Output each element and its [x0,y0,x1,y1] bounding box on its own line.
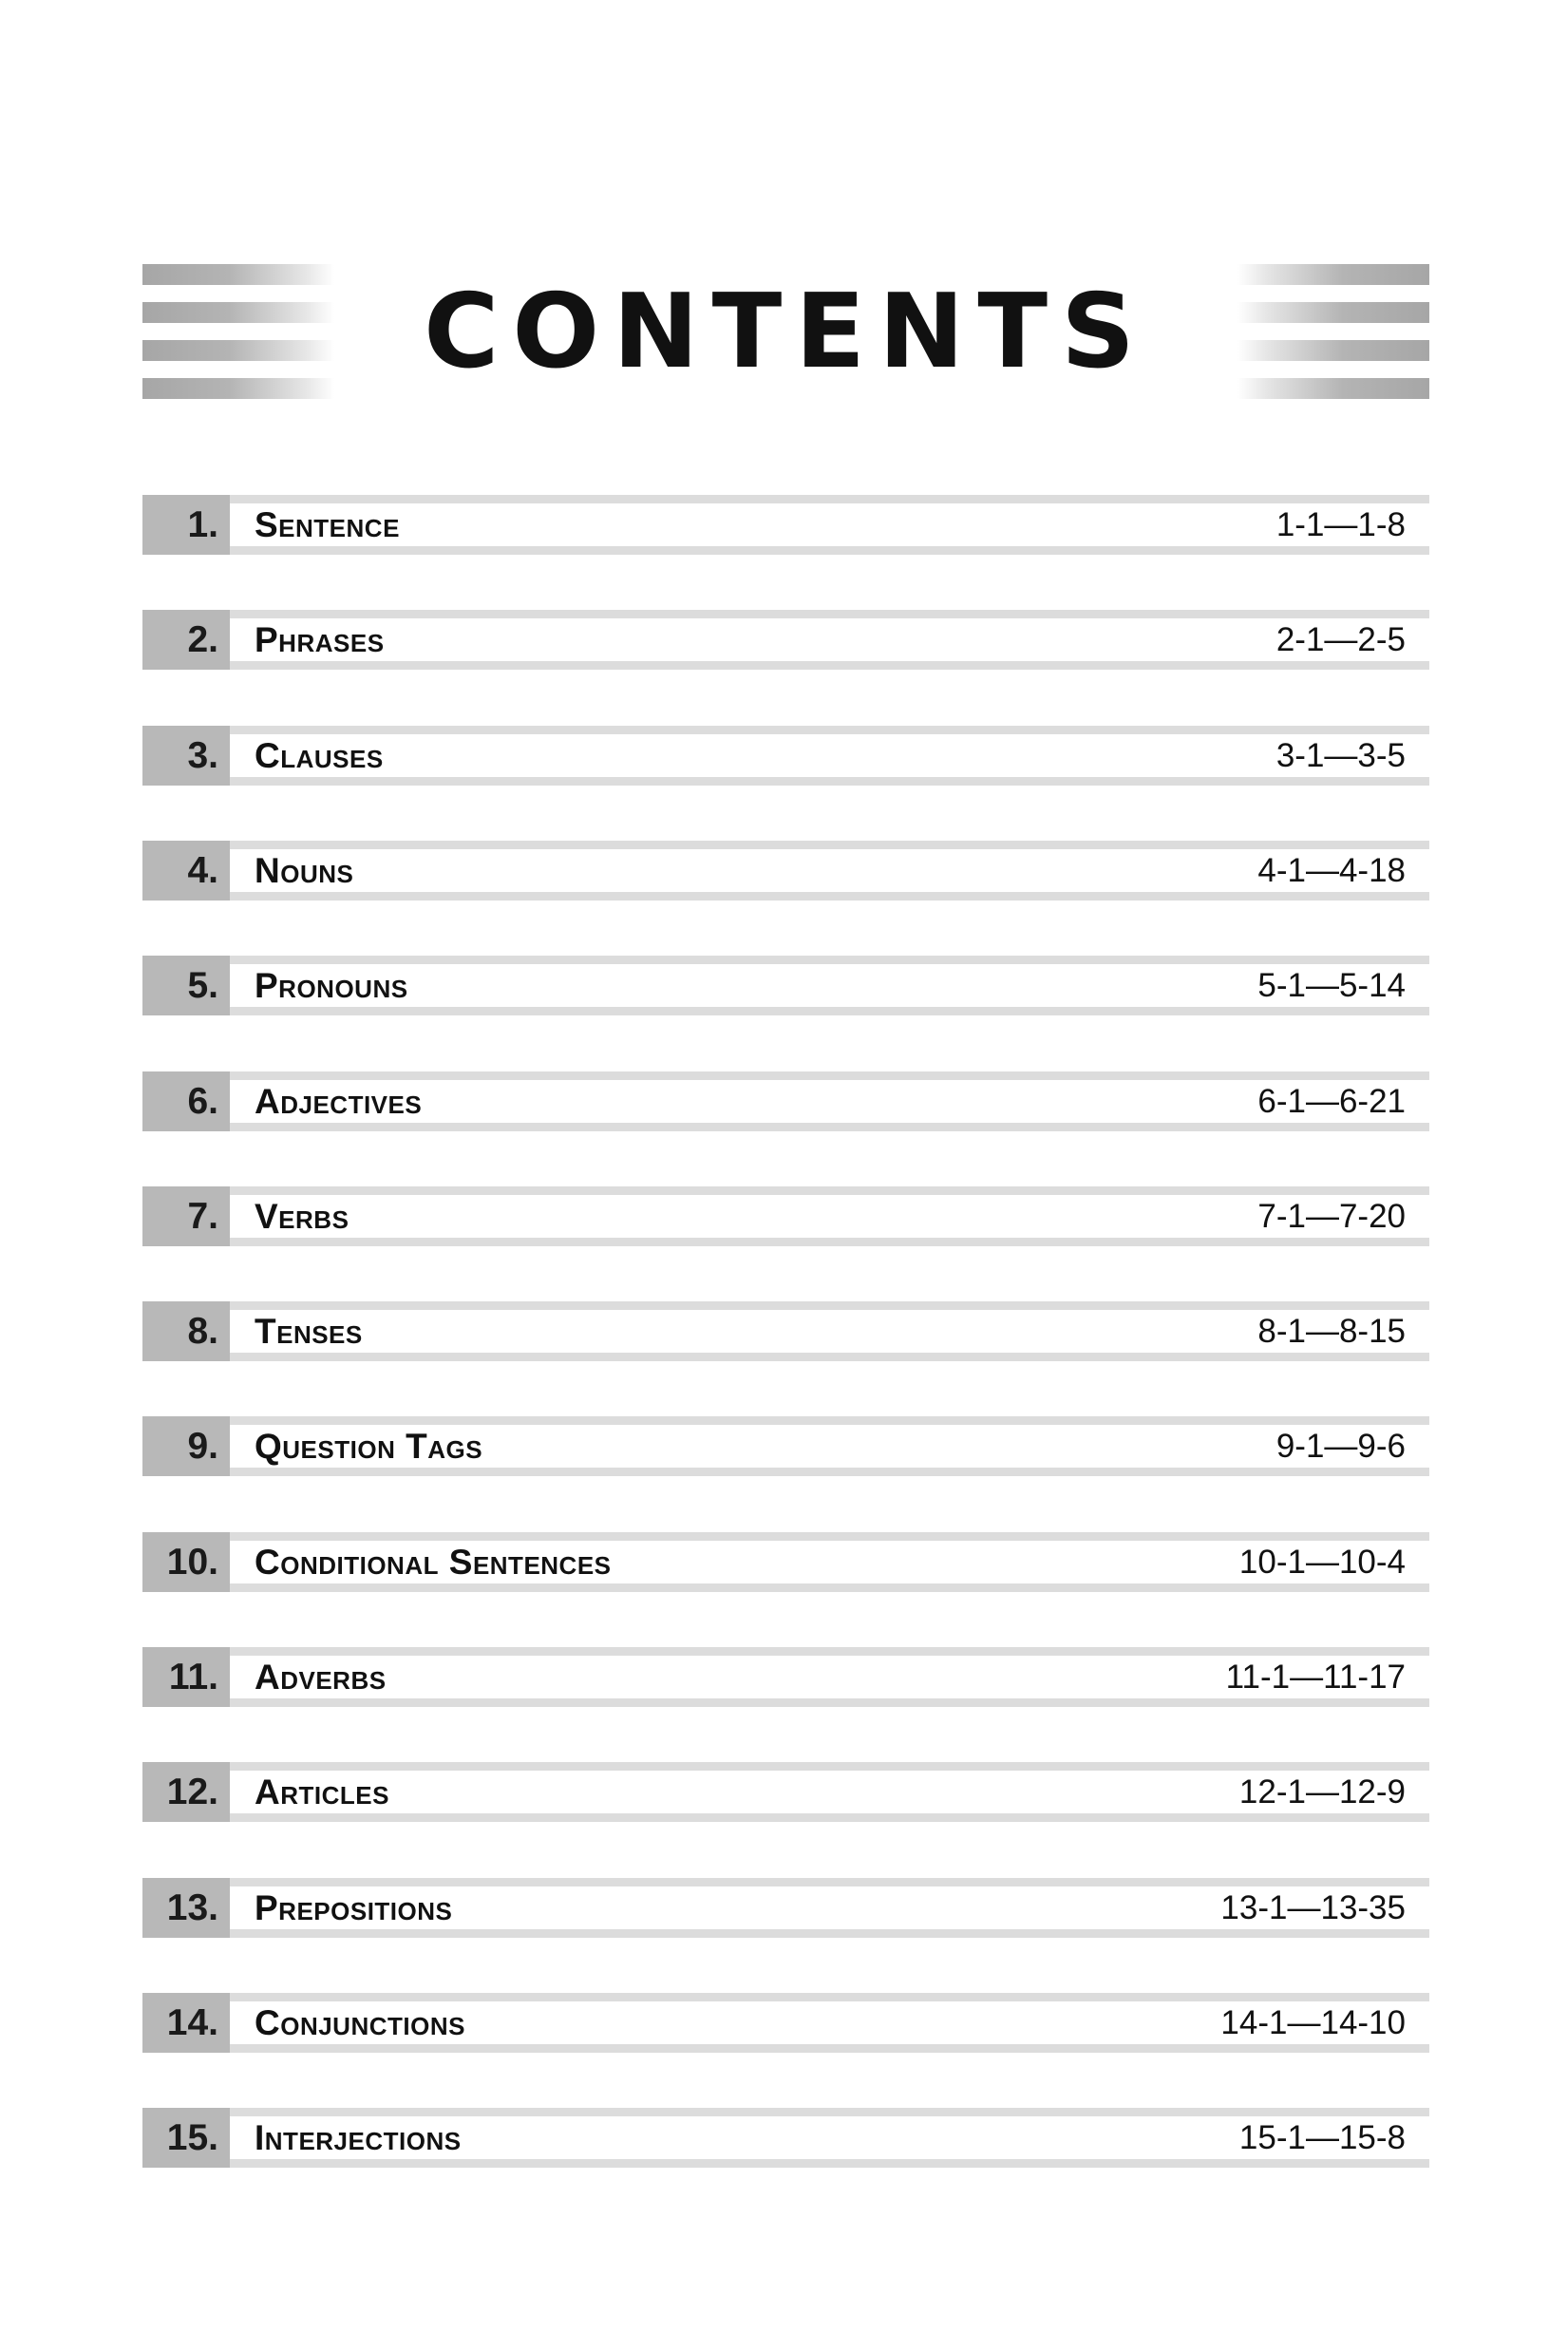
chapter-title: Sentence [255,505,400,544]
page-range: 7-1—7-20 [1257,1198,1406,1235]
entry-bottom-rule [230,2044,1429,2053]
toc-entry[interactable] [142,1647,1429,1707]
toc-entry[interactable] [142,2108,1429,2168]
chapter-title: Verbs [255,1197,349,1236]
stripe [142,302,334,323]
chapter-title: Tenses [255,1312,363,1351]
chapter-number: 2. [187,619,218,660]
stripe [142,264,334,285]
toc-entry[interactable] [142,1993,1429,2053]
entry-bottom-rule [230,546,1429,555]
chapter-title: Adverbs [255,1658,387,1697]
entry-top-rule [230,1416,1429,1425]
page-range: 13-1—13-35 [1220,1889,1406,1926]
page-range: 9-1—9-6 [1275,1428,1406,1465]
toc-entry[interactable] [142,1071,1429,1131]
chapter-number-box [142,610,230,670]
entry-bottom-rule [230,1123,1429,1131]
chapter-number: 9. [187,1426,218,1467]
entry-top-rule [230,1647,1429,1656]
page-range: 8-1—8-15 [1257,1313,1406,1350]
chapter-number: 8. [187,1311,218,1352]
toc-entry[interactable] [142,1532,1429,1592]
page-title: CONTENTS [424,273,1148,391]
stripe [1237,378,1429,399]
toc-entry[interactable] [142,610,1429,670]
stripe [1237,264,1429,285]
toc-entry[interactable] [142,726,1429,786]
entry-bottom-rule [230,661,1429,670]
chapter-number: 11. [168,1657,218,1697]
contents-header [142,261,1429,404]
chapter-title: Nouns [255,851,354,890]
chapter-number-box [142,1301,230,1361]
entry-top-rule [230,1762,1429,1771]
right-stripes-decoration [1237,261,1429,404]
chapter-number: 12. [166,1772,218,1812]
chapter-number-box [142,1878,230,1938]
entry-bottom-rule [230,1698,1429,1707]
chapter-number-box [142,1993,230,2053]
toc-entry[interactable] [142,1301,1429,1361]
entry-top-rule [230,495,1429,503]
page-range: 12-1—12-9 [1238,1773,1406,1811]
chapter-title: Adjectives [255,1082,423,1121]
page-range: 5-1—5-14 [1257,967,1406,1004]
page-range: 6-1—6-21 [1257,1083,1406,1120]
stripe [1237,340,1429,361]
entry-top-rule [230,1071,1429,1080]
chapter-title: Phrases [255,620,385,659]
chapter-number: 13. [166,1887,218,1928]
entry-top-rule [230,956,1429,964]
entry-top-rule [230,1186,1429,1195]
entry-top-rule [230,610,1429,618]
entry-bottom-rule [230,1353,1429,1361]
page-range: 1-1—1-8 [1275,506,1406,543]
entry-bottom-rule [230,1583,1429,1592]
chapter-number-box [142,1762,230,1822]
stripe [142,340,334,361]
entry-top-rule [230,1993,1429,2001]
chapter-title: Articles [255,1773,389,1811]
chapter-number-box [142,1416,230,1476]
chapter-number: 15. [166,2117,218,2158]
chapter-title: Prepositions [255,1888,453,1927]
chapter-number: 7. [187,1196,218,1237]
chapter-number-box [142,1532,230,1592]
entry-top-rule [230,726,1429,734]
chapter-number: 3. [187,735,218,776]
chapter-number: 14. [166,2002,218,2043]
toc-entry[interactable] [142,956,1429,1015]
entry-top-rule [230,841,1429,849]
chapter-title: Interjections [255,2118,462,2157]
entry-top-rule [230,1301,1429,1310]
chapter-number-box [142,841,230,901]
entry-bottom-rule [230,1813,1429,1822]
chapter-number-box [142,1647,230,1707]
entry-bottom-rule [230,777,1429,786]
entry-bottom-rule [230,1468,1429,1476]
toc-entry[interactable] [142,1416,1429,1476]
toc-entry[interactable] [142,495,1429,555]
chapter-number-box [142,1186,230,1246]
page-range: 2-1—2-5 [1275,621,1406,658]
entry-bottom-rule [230,892,1429,901]
page-range: 15-1—15-8 [1238,2119,1406,2156]
entry-bottom-rule [230,2159,1429,2168]
chapter-title: Question Tags [255,1427,483,1466]
toc-entry[interactable] [142,841,1429,901]
page-range: 4-1—4-18 [1257,852,1406,889]
toc-entry[interactable] [142,1878,1429,1938]
page-range: 14-1—14-10 [1220,2004,1406,2041]
toc-entry[interactable] [142,1186,1429,1246]
entry-bottom-rule [230,1007,1429,1015]
chapter-number: 4. [187,850,218,891]
stripe [1237,302,1429,323]
chapter-number-box [142,726,230,786]
chapter-number-box [142,1071,230,1131]
chapter-title: Pronouns [255,966,408,1005]
page-range: 3-1—3-5 [1275,737,1406,774]
chapter-number: 1. [187,504,218,545]
entry-top-rule [230,1878,1429,1886]
entry-top-rule [230,2108,1429,2116]
chapter-number-box [142,2108,230,2168]
page-range: 10-1—10-4 [1238,1544,1406,1581]
toc-entry[interactable] [142,1762,1429,1822]
chapter-number: 6. [187,1081,218,1122]
chapter-number: 5. [187,965,218,1006]
chapter-title: Conjunctions [255,2003,465,2042]
entry-bottom-rule [230,1929,1429,1938]
left-stripes-decoration [142,261,334,404]
stripe [142,378,334,399]
chapter-number-box [142,956,230,1015]
chapter-title: Conditional Sentences [255,1543,612,1582]
entry-bottom-rule [230,1238,1429,1246]
chapter-number-box [142,495,230,555]
page-range: 11-1—11-17 [1225,1659,1406,1696]
chapter-title: Clauses [255,736,384,775]
chapter-number: 10. [166,1542,218,1583]
entry-top-rule [230,1532,1429,1541]
